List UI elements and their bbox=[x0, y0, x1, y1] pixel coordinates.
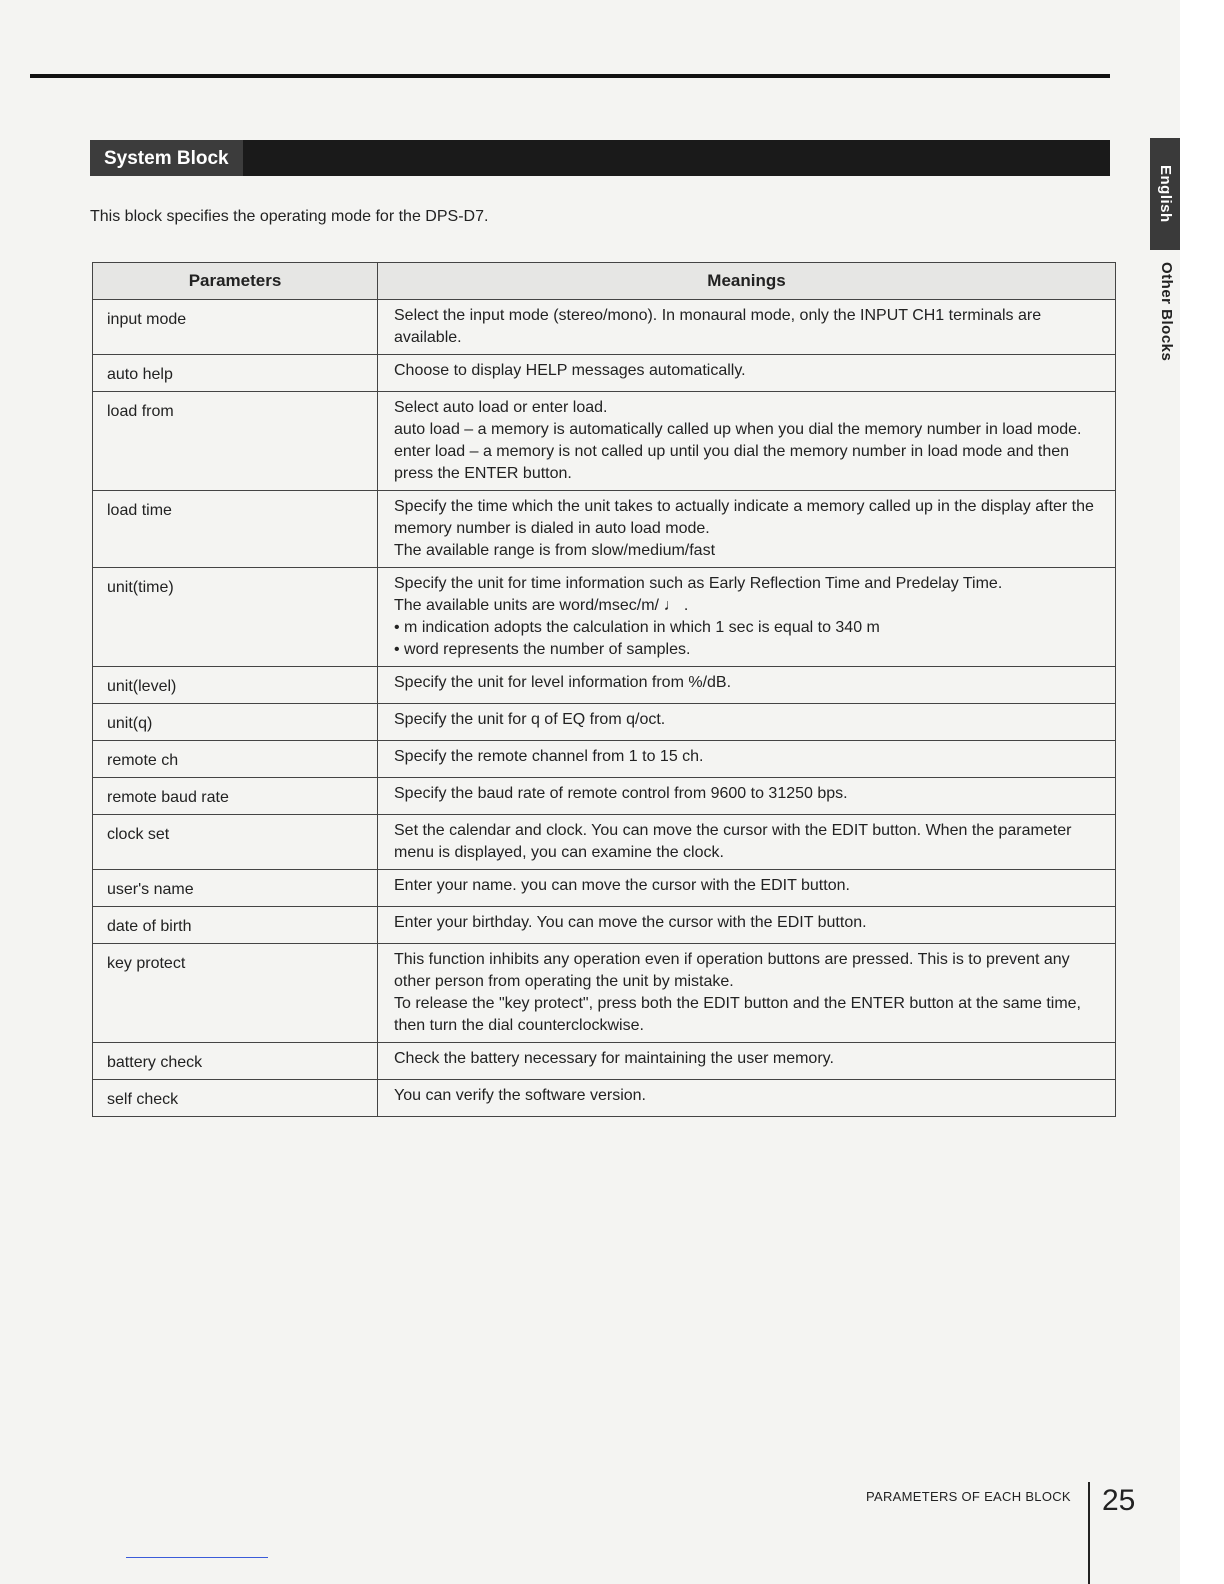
footnote-rule bbox=[126, 1557, 268, 1558]
meaning-cell bbox=[378, 300, 1116, 355]
table-body bbox=[93, 300, 1116, 1117]
meaning-cell bbox=[378, 704, 1116, 741]
meaning-line: • word represents the number of samples. bbox=[394, 641, 691, 658]
table-header-row bbox=[93, 263, 1116, 300]
table-row bbox=[93, 1043, 1116, 1080]
meaning-line: • m indication adopts the calculation in which 1 sec is equal to 340 m bbox=[394, 619, 880, 636]
parameters-table bbox=[92, 262, 1116, 1117]
meaning-line: Choose to display HELP messages automatically. bbox=[394, 362, 746, 379]
meaning-cell bbox=[378, 1080, 1116, 1117]
meaning-cell bbox=[378, 907, 1116, 944]
table-row bbox=[93, 778, 1116, 815]
parameter-cell: unit(q) bbox=[93, 704, 378, 741]
meaning-line: You can verify the software version. bbox=[394, 1087, 646, 1104]
table-row bbox=[93, 300, 1116, 355]
meaning-cell bbox=[378, 392, 1116, 491]
parameter-cell: user's name bbox=[93, 870, 378, 907]
table-row bbox=[93, 741, 1116, 778]
meaning-line: Specify the remote channel from 1 to 15 ch. bbox=[394, 748, 704, 765]
intro-text: This block specifies the operating mode for the DPS-D7. bbox=[90, 208, 489, 225]
language-tab[interactable]: English bbox=[1150, 138, 1180, 250]
meaning-cell bbox=[378, 815, 1116, 870]
meaning-line: Enter your name. you can move the cursor with the EDIT button. bbox=[394, 877, 850, 894]
table-row bbox=[93, 704, 1116, 741]
meaning-line: Check the battery necessary for maintaining the user memory. bbox=[394, 1050, 834, 1067]
meaning-line: The available range is from slow/medium/fast bbox=[394, 542, 716, 559]
section-header-bar bbox=[90, 140, 1110, 176]
meaning-line: Enter your birthday. You can move the cursor with the EDIT button. bbox=[394, 914, 867, 931]
footer-separator bbox=[1088, 1482, 1090, 1584]
top-rule bbox=[30, 74, 1110, 78]
table-row bbox=[93, 568, 1116, 667]
parameter-cell: auto help bbox=[93, 355, 378, 392]
meaning-line: auto load – a memory is automatically called up when you dial the memory number in load mode. bbox=[394, 421, 1082, 438]
parameter-cell: input mode bbox=[93, 300, 378, 355]
parameter-cell: battery check bbox=[93, 1043, 378, 1080]
table-row bbox=[93, 944, 1116, 1043]
meaning-line: Specify the unit for q of EQ from q/oct. bbox=[394, 711, 666, 728]
parameter-cell: date of birth bbox=[93, 907, 378, 944]
meaning-line: This function inhibits any operation even if operation buttons are pressed. This is to prevent any other person from operating the unit by mistake. bbox=[394, 951, 1070, 990]
parameter-cell: self check bbox=[93, 1080, 378, 1117]
table-row bbox=[93, 355, 1116, 392]
parameter-cell: load from bbox=[93, 392, 378, 491]
parameter-cell: remote ch bbox=[93, 741, 378, 778]
meaning-cell bbox=[378, 870, 1116, 907]
table-row bbox=[93, 815, 1116, 870]
section-title: System Block bbox=[90, 140, 243, 176]
table-row bbox=[93, 392, 1116, 491]
footer-label: PARAMETERS OF EACH BLOCK bbox=[866, 1489, 1071, 1504]
parameter-cell: remote baud rate bbox=[93, 778, 378, 815]
meaning-line: Select the input mode (stereo/mono). In monaural mode, only the INPUT CH1 terminals are available. bbox=[394, 307, 1042, 346]
parameter-cell: unit(time) bbox=[93, 568, 378, 667]
table-row bbox=[93, 667, 1116, 704]
meaning-line: enter load – a memory is not called up until you dial the memory number in load mode and then press the ENTER button. bbox=[394, 443, 1070, 482]
table-row bbox=[93, 1080, 1116, 1117]
meaning-cell bbox=[378, 944, 1116, 1043]
chapter-label: Other Blocks bbox=[1158, 262, 1175, 362]
meaning-cell bbox=[378, 741, 1116, 778]
header-parameters: Parameters bbox=[93, 263, 378, 300]
table-row bbox=[93, 491, 1116, 568]
meaning-line: Specify the time which the unit takes to actually indicate a memory called up in the display after the memory number is dialed in auto load mode. bbox=[394, 498, 1094, 537]
meaning-cell bbox=[378, 491, 1116, 568]
meaning-line: To release the "key protect", press both the EDIT button and the ENTER button at the same time, then turn the dial counterclockwise. bbox=[394, 995, 1081, 1034]
page-number: 25 bbox=[1102, 1484, 1136, 1517]
parameter-cell: load time bbox=[93, 491, 378, 568]
meaning-line: Specify the unit for level information from %/dB. bbox=[394, 674, 732, 691]
parameter-cell: unit(level) bbox=[93, 667, 378, 704]
parameter-cell: clock set bbox=[93, 815, 378, 870]
meaning-cell bbox=[378, 568, 1116, 667]
page-edge bbox=[1180, 0, 1224, 1584]
meaning-line: The available units are word/msec/m/ ♩ . bbox=[394, 597, 689, 614]
meaning-cell bbox=[378, 667, 1116, 704]
meaning-cell bbox=[378, 355, 1116, 392]
table-row bbox=[93, 907, 1116, 944]
meaning-line: Select auto load or enter load. bbox=[394, 399, 608, 416]
meaning-line: Specify the unit for time information such as Early Reflection Time and Predelay Time. bbox=[394, 575, 1003, 592]
meaning-cell bbox=[378, 778, 1116, 815]
meaning-line: Specify the baud rate of remote control from 9600 to 31250 bps. bbox=[394, 785, 848, 802]
header-meanings: Meanings bbox=[378, 263, 1116, 300]
parameter-cell: key protect bbox=[93, 944, 378, 1043]
meaning-cell bbox=[378, 1043, 1116, 1080]
table-row bbox=[93, 870, 1116, 907]
meaning-line: Set the calendar and clock. You can move the cursor with the EDIT button. When the parameter menu is displayed, you can examine the clock. bbox=[394, 822, 1072, 861]
